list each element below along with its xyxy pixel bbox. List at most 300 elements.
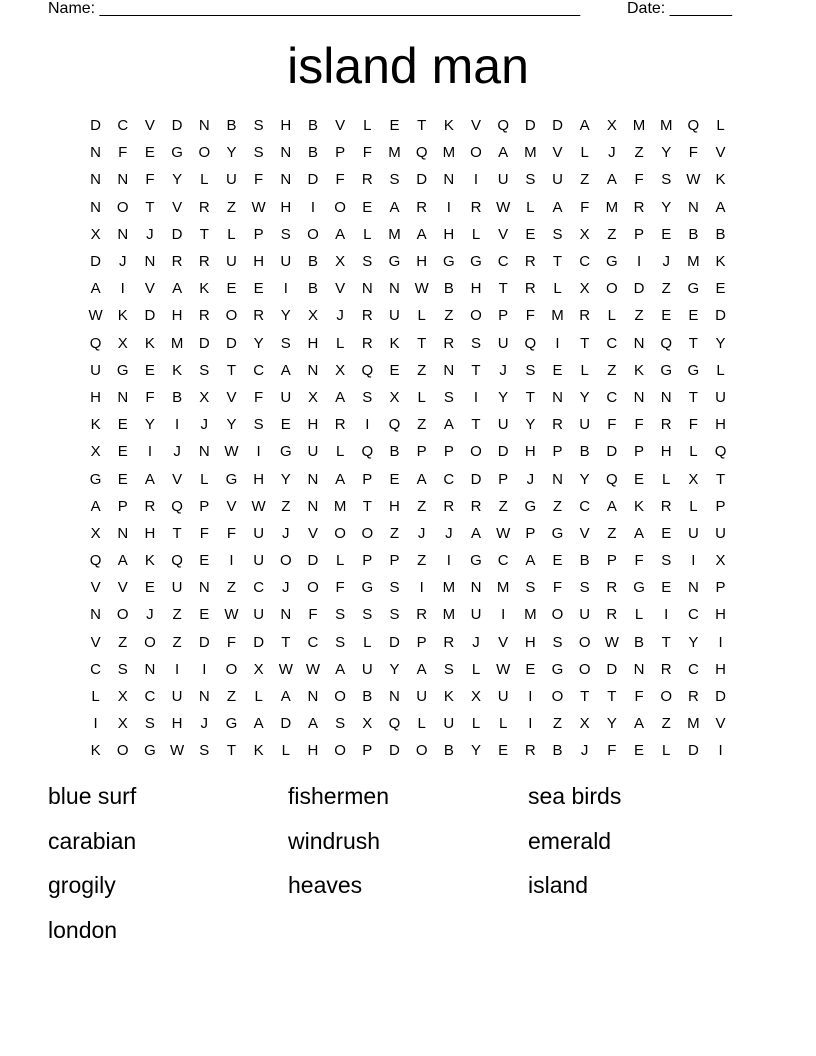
grid-letter: U — [715, 524, 726, 542]
grid-letter: I — [718, 633, 723, 651]
grid-letter: A — [253, 715, 264, 733]
grid-letter: L — [471, 715, 481, 733]
grid-letter: D — [715, 688, 726, 706]
grid-letter: P — [362, 552, 373, 570]
grid-letter: A — [117, 552, 128, 570]
grid-letter: F — [688, 416, 698, 434]
grid-letter: Z — [172, 633, 182, 651]
grid-row — [82, 547, 734, 574]
grid-letter: S — [199, 742, 210, 760]
grid-letter: D — [389, 742, 400, 760]
grid-letter: R — [361, 171, 373, 189]
grid-letter: W — [170, 742, 185, 760]
grid-letter: P — [362, 742, 373, 760]
grid-letter: J — [472, 633, 480, 651]
grid-letter: A — [606, 171, 617, 189]
grid-letter: C — [579, 497, 591, 515]
grid-letter: B — [307, 144, 318, 162]
grid-letter: Y — [226, 144, 237, 162]
grid-letter: F — [688, 144, 698, 162]
grid-letter: U — [497, 334, 509, 352]
grid-letter: L — [335, 334, 345, 352]
grid-letter: E — [199, 606, 210, 624]
grid-letter: X — [362, 715, 373, 733]
grid-letter: Y — [226, 416, 237, 434]
grid-letter: G — [225, 715, 238, 733]
grid-letter: F — [118, 144, 128, 162]
grid-letter: L — [363, 633, 372, 651]
grid-letter: M — [687, 715, 700, 733]
grid-letter: F — [145, 388, 155, 406]
grid-letter: K — [634, 497, 645, 515]
grid-letter: D — [198, 334, 210, 352]
grid-letter: C — [307, 633, 319, 651]
grid-letter: U — [389, 307, 400, 325]
grid-letter: Z — [417, 361, 427, 379]
grid-letter: U — [497, 171, 509, 189]
grid-letter: R — [470, 198, 482, 216]
grid-letter: O — [470, 307, 482, 325]
grid-letter: S — [552, 225, 563, 243]
grid-letter: E — [389, 361, 400, 379]
grid-letter: O — [361, 524, 374, 542]
grid-letter: I — [446, 198, 451, 216]
grid-letter: T — [580, 688, 590, 706]
grid-letter: N — [470, 579, 482, 597]
grid-letter: J — [200, 416, 209, 434]
grid-letter: N — [633, 334, 645, 352]
grid-letter: Z — [661, 715, 671, 733]
grid-letter: J — [445, 524, 453, 542]
grid-letter: X — [389, 388, 400, 406]
grid-letter: S — [144, 715, 155, 733]
grid-letter: H — [307, 742, 319, 760]
grid-letter: T — [688, 334, 698, 352]
grid-letter: Y — [172, 171, 183, 189]
grid-letter: P — [253, 225, 264, 243]
grid-letter: D — [171, 225, 183, 243]
grid-letter: Q — [606, 470, 618, 488]
grid-letter: D — [470, 470, 482, 488]
grid-letter: I — [419, 579, 424, 597]
grid-letter: X — [90, 524, 101, 542]
grid-letter: Y — [389, 660, 400, 678]
grid-letter: E — [144, 361, 155, 379]
word-bank-item: windrush — [288, 827, 381, 854]
grid-letter: S — [335, 715, 346, 733]
grid-letter: S — [579, 579, 590, 597]
grid-letter: K — [443, 688, 454, 706]
grid-letter: A — [307, 715, 318, 733]
grid-letter: W — [604, 633, 619, 651]
grid-letter: S — [253, 117, 264, 135]
grid-letter: I — [365, 416, 370, 434]
grid-letter: W — [496, 198, 511, 216]
grid-letter: R — [606, 579, 618, 597]
grid-letter: Z — [281, 497, 291, 515]
grid-letter: L — [91, 688, 100, 706]
grid-letter: N — [307, 470, 319, 488]
grid-row — [82, 493, 734, 520]
grid-letter: O — [116, 198, 129, 216]
grid-letter: C — [497, 253, 509, 271]
grid-letter: J — [282, 579, 290, 597]
grid-letter: G — [551, 660, 564, 678]
grid-letter: B — [389, 443, 400, 461]
grid-row — [82, 248, 734, 275]
grid-letter: I — [691, 552, 696, 570]
grid-letter: L — [417, 388, 426, 406]
grid-letter: H — [171, 715, 183, 733]
grid-letter: B — [307, 280, 318, 298]
word-bank-item: sea birds — [528, 783, 622, 809]
grid-letter: U — [497, 416, 509, 434]
grid-letter: D — [144, 307, 156, 325]
grid-letter: X — [688, 470, 699, 488]
grid-letter: K — [144, 334, 155, 352]
grid-letter: Z — [607, 524, 617, 542]
grid-letter: N — [90, 198, 101, 216]
grid-letter: K — [172, 361, 183, 379]
grid-letter: T — [715, 470, 726, 488]
grid-letter: W — [251, 497, 266, 515]
grid-letter: I — [256, 443, 261, 461]
grid-letter: R — [416, 198, 428, 216]
grid-letter: R — [633, 198, 645, 216]
grid-letter: M — [442, 606, 456, 624]
grid-letter: T — [226, 361, 237, 379]
grid-letter: Y — [470, 742, 481, 760]
grid-letter: Q — [660, 334, 673, 352]
grid-letter: D — [253, 633, 265, 651]
grid-letter: I — [473, 388, 479, 406]
grid-letter: O — [144, 633, 156, 651]
grid-letter: C — [117, 117, 129, 135]
grid-letter: R — [198, 253, 210, 271]
grid-letter: S — [525, 361, 536, 379]
grid-letter: I — [718, 742, 723, 760]
grid-letter: S — [443, 660, 454, 678]
grid-letter: Q — [89, 334, 102, 352]
grid-letter: T — [580, 334, 590, 352]
grid-letter: F — [335, 579, 345, 597]
grid-letter: L — [580, 144, 589, 162]
grid-letter: K — [389, 334, 400, 352]
grid-letter: R — [361, 307, 373, 325]
grid-letter: Y — [253, 334, 264, 352]
grid-letter: E — [661, 524, 672, 542]
grid-letter: U — [470, 606, 482, 624]
grid-letter: H — [171, 307, 183, 325]
grid-letter: E — [525, 660, 536, 678]
grid-letter: A — [280, 688, 291, 706]
grid-letter: X — [715, 552, 726, 570]
grid-letter: L — [200, 171, 209, 189]
grid-letter: I — [175, 416, 180, 434]
grid-letter: E — [498, 742, 509, 760]
grid-letter: L — [335, 443, 345, 461]
grid-letter: Z — [634, 307, 644, 325]
grid-letter: Z — [580, 171, 590, 189]
grid-letter: E — [661, 307, 672, 325]
grid-letter: E — [634, 742, 645, 760]
grid-letter: U — [497, 688, 509, 706]
grid-letter: U — [90, 361, 101, 379]
grid-letter: V — [470, 117, 481, 135]
grid-letter: E — [389, 470, 400, 488]
grid-letter: F — [607, 416, 617, 434]
grid-letter: I — [93, 715, 98, 733]
grid-letter: A — [498, 144, 509, 162]
grid-letter: P — [525, 524, 536, 542]
grid-letter: T — [552, 253, 563, 271]
grid-letter: U — [416, 688, 428, 706]
grid-letter: Z — [389, 524, 400, 542]
grid-letter: G — [687, 361, 700, 379]
grid-letter: Q — [497, 117, 509, 135]
grid-letter: S — [525, 171, 536, 189]
grid-letter: N — [443, 171, 455, 189]
grid-row — [82, 601, 734, 628]
grid-letter: Q — [171, 552, 183, 570]
grid-letter: A — [335, 470, 346, 488]
grid-letter: J — [499, 361, 507, 379]
grid-letter: Y — [280, 470, 291, 488]
grid-letter: G — [606, 253, 618, 271]
grid-letter: G — [524, 497, 537, 515]
grid-letter: L — [553, 280, 562, 298]
grid-letter: P — [117, 497, 128, 515]
grid-letter: A — [552, 198, 563, 216]
grid-letter: B — [552, 742, 563, 760]
grid-letter: I — [528, 688, 533, 706]
grid-letter: R — [660, 660, 672, 678]
grid-letter: T — [172, 524, 182, 542]
grid-letter: P — [606, 552, 617, 570]
grid-letter: C — [606, 388, 618, 406]
grid-letter: L — [716, 117, 725, 135]
grid-letter: R — [606, 606, 618, 624]
grid-letter: O — [578, 660, 591, 678]
grid-letter: U — [687, 524, 699, 542]
grid-letter: E — [715, 280, 726, 298]
grid-letter: J — [417, 524, 426, 542]
grid-letter: P — [443, 443, 454, 461]
grid-letter: X — [90, 225, 101, 243]
grid-letter: E — [552, 552, 563, 570]
grid-row — [82, 275, 734, 302]
grid-letter: X — [579, 280, 590, 298]
grid-letter: N — [280, 144, 292, 162]
grid-letter: G — [633, 579, 645, 597]
grid-letter: O — [307, 225, 319, 243]
grid-letter: N — [633, 660, 645, 678]
grid-letter: N — [660, 388, 672, 406]
grid-row — [82, 629, 734, 656]
grid-letter: C — [606, 334, 618, 352]
grid-letter: H — [253, 470, 265, 488]
page-title: island man — [287, 38, 529, 94]
grid-letter: O — [198, 144, 211, 162]
grid-row — [82, 139, 734, 166]
grid-letter: B — [172, 388, 183, 406]
grid-letter: C — [687, 660, 699, 678]
date-field: Date: _______ — [627, 0, 732, 17]
grid-letter: L — [662, 470, 671, 488]
grid-letter: H — [524, 633, 536, 651]
grid-letter: Y — [579, 470, 590, 488]
grid-letter: X — [117, 715, 128, 733]
grid-letter: E — [280, 416, 291, 434]
grid-letter: P — [498, 470, 509, 488]
grid-letter: H — [660, 443, 672, 461]
grid-letter: W — [278, 660, 293, 678]
grid-letter: K — [715, 171, 726, 189]
grid-letter: J — [608, 144, 616, 162]
grid-letter: D — [606, 660, 618, 678]
grid-letter: Q — [714, 443, 727, 461]
grid-letter: T — [525, 388, 535, 406]
grid-letter: X — [606, 117, 617, 135]
grid-letter: Z — [172, 606, 182, 624]
grid-letter: F — [145, 171, 155, 189]
grid-letter: L — [281, 742, 290, 760]
grid-letter: H — [715, 606, 726, 624]
grid-letter: Z — [552, 497, 563, 515]
grid-letter: M — [442, 579, 456, 597]
grid-letter: S — [389, 579, 400, 597]
grid-letter: I — [664, 606, 669, 624]
grid-letter: L — [689, 443, 698, 461]
grid-letter: A — [715, 198, 726, 216]
grid-letter: M — [496, 579, 510, 597]
grid-letter: A — [90, 497, 101, 515]
grid-letter: X — [199, 388, 210, 406]
grid-letter: Y — [144, 416, 155, 434]
grid-letter: A — [606, 497, 617, 515]
grid-letter: Z — [498, 497, 508, 515]
grid-letter: W — [496, 660, 511, 678]
grid-letter: T — [362, 497, 372, 515]
grid-letter: Z — [417, 497, 427, 515]
grid-letter: T — [281, 633, 291, 651]
grid-letter: X — [307, 388, 318, 406]
grid-letter: O — [606, 280, 618, 298]
grid-letter: I — [229, 552, 234, 570]
grid-letter: B — [362, 688, 373, 706]
grid-letter: U — [253, 524, 265, 542]
grid-letter: E — [117, 416, 128, 434]
grid-letter: E — [253, 280, 264, 298]
grid-letter: N — [687, 198, 699, 216]
grid-letter: Z — [607, 225, 617, 243]
grid-letter: M — [687, 253, 700, 271]
grid-letter: D — [90, 253, 101, 271]
grid-letter: J — [146, 225, 154, 243]
grid-letter: R — [144, 497, 156, 515]
grid-letter: L — [498, 715, 508, 733]
grid-letter: H — [524, 443, 536, 461]
grid-row — [82, 221, 734, 248]
grid-letter: Q — [171, 497, 183, 515]
grid-letter: X — [307, 307, 318, 325]
grid-letter: A — [172, 280, 183, 298]
grid-letter: S — [552, 633, 563, 651]
grid-letter: N — [144, 660, 156, 678]
grid-letter: P — [715, 579, 726, 597]
grid-letter: A — [470, 524, 481, 542]
grid-letter: R — [524, 742, 536, 760]
grid-letter: J — [662, 253, 670, 271]
grid-letter: V — [715, 144, 726, 162]
grid-letter: O — [116, 742, 129, 760]
grid-letter: V — [172, 470, 183, 488]
grid-row — [82, 574, 734, 601]
grid-letter: P — [498, 307, 509, 325]
grid-letter: Y — [661, 198, 672, 216]
grid-letter: K — [715, 253, 726, 271]
grid-letter: F — [580, 198, 590, 216]
grid-letter: G — [687, 280, 700, 298]
grid-letter: L — [689, 497, 698, 515]
grid-letter: U — [579, 606, 591, 624]
grid-letter: H — [307, 416, 319, 434]
grid-letter: F — [335, 171, 345, 189]
grid-letter: P — [199, 497, 210, 515]
grid-letter: F — [552, 579, 563, 597]
grid-letter: X — [579, 715, 590, 733]
grid-letter: H — [253, 253, 265, 271]
grid-letter: L — [335, 552, 345, 570]
grid-letter: U — [171, 688, 183, 706]
grid-letter: A — [634, 715, 645, 733]
grid-letter: Q — [415, 144, 428, 162]
grid-letter: R — [443, 334, 455, 352]
grid-letter: O — [578, 633, 591, 651]
grid-letter: B — [579, 552, 590, 570]
grid-letter: P — [715, 497, 726, 515]
grid-letter: P — [416, 633, 427, 651]
grid-letter: G — [470, 253, 482, 271]
grid-letter: M — [442, 144, 456, 162]
grid-letter: O — [334, 524, 346, 542]
grid-letter: K — [443, 117, 454, 135]
grid-letter: F — [362, 144, 372, 162]
word-bank-item: fishermen — [288, 783, 389, 809]
grid-letter: A — [634, 524, 645, 542]
grid-letter: Y — [280, 307, 291, 325]
grid-letter: Z — [661, 280, 671, 298]
grid-letter: Q — [388, 715, 401, 733]
grid-letter: C — [253, 361, 265, 379]
grid-letter: W — [305, 660, 321, 678]
grid-letter: L — [607, 307, 617, 325]
grid-letter: A — [416, 470, 427, 488]
grid-letter: U — [253, 606, 265, 624]
grid-letter: T — [607, 688, 617, 706]
grid-row — [82, 520, 734, 547]
grid-row — [82, 302, 734, 329]
grid-letter: N — [198, 579, 210, 597]
grid-letter: G — [361, 579, 374, 597]
grid-row — [82, 411, 734, 438]
grid-letter: R — [361, 334, 373, 352]
grid-letter: A — [335, 388, 346, 406]
grid-letter: R — [443, 633, 455, 651]
grid-letter: B — [307, 117, 318, 135]
grid-letter: D — [715, 307, 726, 325]
grid-letter: K — [90, 416, 101, 434]
